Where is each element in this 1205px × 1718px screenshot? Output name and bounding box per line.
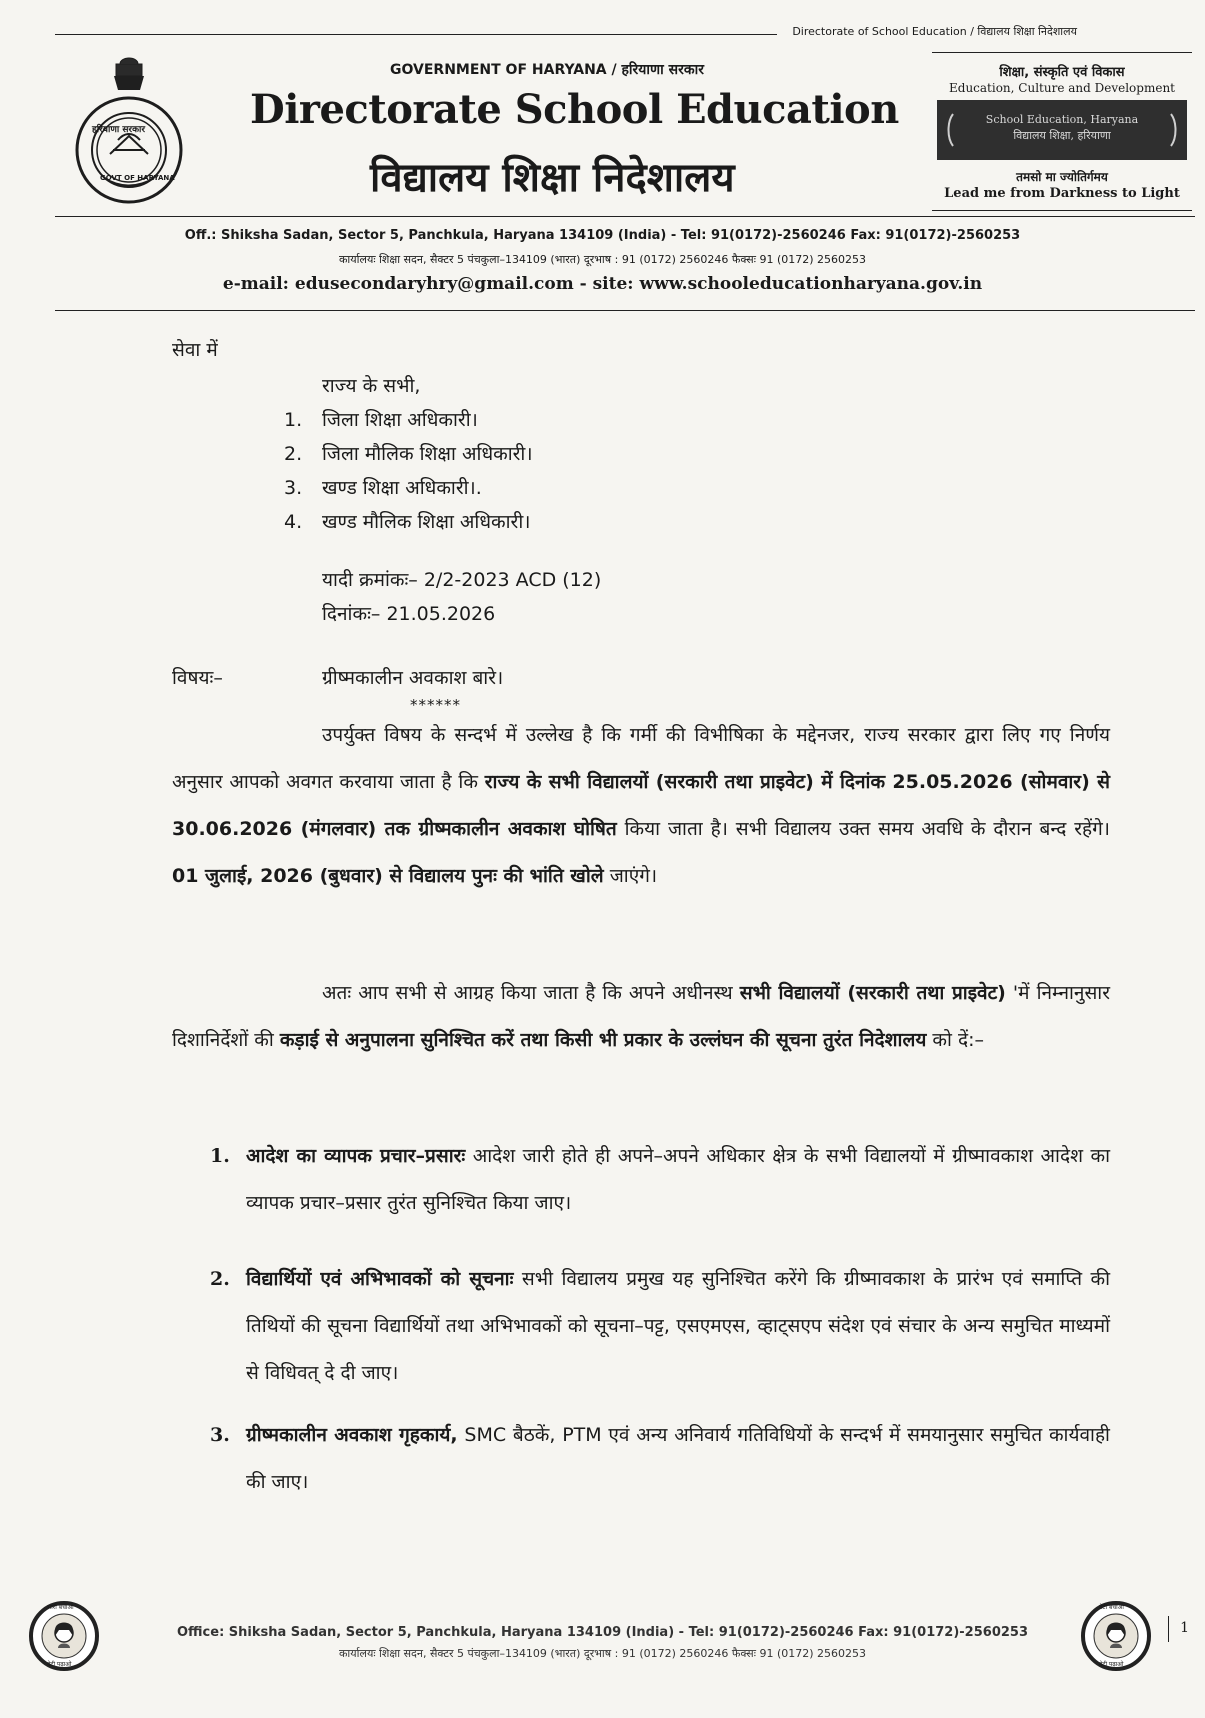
recipient-item <box>284 508 530 534</box>
para2-text-3: को दें:– <box>926 1029 984 1051</box>
instruction-item <box>210 1256 1110 1397</box>
instruction-item <box>210 1412 1110 1506</box>
motto-hindi: तमसो मा ज्योतिर्गमय <box>1016 170 1108 184</box>
instruction-heading: ग्रीष्मकालीन अवकाश गृहकार्य, <box>246 1424 458 1446</box>
motto-bottom-rule <box>932 210 1192 211</box>
motto-box <box>932 56 1192 208</box>
para1-bold-1: राज्य के सभी विद्यालयों (सरकारी तथा प्राइवेट) में दिनांक 25.05.2026 (सोमवार) से 30.06.2026 (मंगलवार) तक ग्रीष्मकालीन अवकाश घोषित <box>172 771 1110 840</box>
recipient-item <box>284 474 482 500</box>
government-line: GOVERNMENT OF HARYANA / हरियाणा सरकार <box>390 62 704 78</box>
recipient-number: 3. <box>284 477 303 499</box>
para2-text-2: 'में निम्नानुसार दिशानिर्देशों की <box>172 982 1110 1051</box>
office-address-hindi: कार्यालयः शिक्षा सदन, सैक्टर 5 पंचकुला–134109 (भारत) दूरभाष : 91 (0172) 2560246 फैक्सः 91 (0172) 2560253 <box>338 253 867 266</box>
instruction-heading: आदेश का व्यापक प्रचार–प्रसारः <box>246 1145 466 1167</box>
letter-date: दिनांकः– 21.05.2026 <box>322 603 496 625</box>
badge-left-bottom-text: बेटी पढ़ाओ <box>47 1661 72 1668</box>
instruction-number: 1. <box>210 1145 230 1167</box>
motto-english: Lead me from Darkness to Light <box>944 186 1180 201</box>
instruction-number: 3. <box>210 1424 230 1446</box>
title-hindi: विद्यालय शिक्षा निदेशालय <box>370 155 735 201</box>
instruction-text: सभी विद्यालय प्रमुख यह सुनिश्चित करेंगे कि ग्रीष्मावकाश के प्रारंभ एवं समाप्ति की तिथियों की सूचना विद्यार्थियों तथा अभिभावकों को सूचना–पट्ट, एसएमएस, व्हाट्सएप संदेश एवं संचार के अन्य समुचित माध्यमों से विधिवत् दे दी जाए। <box>246 1268 1110 1384</box>
para1-text-3: जाएंगे। <box>603 865 658 887</box>
para2-bold-1: सभी विद्यालयों (सरकारी तथा प्राइवेट) <box>739 982 1006 1004</box>
office-address-english: Off.: Shiksha Sadan, Sector 5, Panchkula, Haryana 134109 (India) - Tel: 91(0172)-2560246 Fax: 91(0172)-2560253 <box>184 228 1021 243</box>
paragraph-1 <box>172 712 1110 900</box>
salutation: सेवा में <box>172 339 218 361</box>
para1-text-2: किया जाता है। सभी विद्यालय उक्त समय अवधि के दौरान बन्द रहेंगे। <box>616 818 1110 840</box>
logo-line-1: School Education, Haryana <box>985 113 1139 126</box>
emblem-text-top: हरियाणा सरकार <box>92 125 146 135</box>
contact-rule <box>55 310 1195 311</box>
para2-text-1: अतः आप सभी से आग्रह किया जाता है कि अपने अधीनस्थ <box>322 982 740 1004</box>
para1-text-1: उपर्युक्त विषय के सन्दर्भ में उल्लेख है कि गर्मी की विभीषिका के मद्देनजर, राज्य सरकार द्वारा लिए गए निर्णय अनुसार आपको अवगत करवाया जाता है कि <box>172 724 1110 793</box>
motto-english-top: Education, Culture and Development <box>949 81 1175 95</box>
instruction-number: 2. <box>210 1268 230 1290</box>
page-number-divider <box>1168 1616 1169 1642</box>
memo-number: यादी क्रमांकः– 2/2-2023 ACD (12) <box>322 569 602 591</box>
instruction-item <box>210 1133 1110 1227</box>
top-rule <box>55 34 777 35</box>
instruction-heading: विद्यार्थियों एवं अभिभावकों को सूचनाः <box>246 1268 514 1290</box>
page-number: 1 <box>1180 1620 1189 1636</box>
badge-left-top-text: भारी बचाओ <box>47 1604 74 1611</box>
subject-text: ग्रीष्मकालीन अवकाश बारे। <box>322 667 504 689</box>
recipient-text: जिला शिक्षा अधिकारी। <box>322 409 478 431</box>
recipient-item <box>284 440 533 466</box>
footer-address-english: Office: Shiksha Sadan, Sector 5, Panchkula, Haryana 134109 (India) - Tel: 91(0172)-2560246 Fax: 91(0172)-2560253 <box>177 1625 1028 1640</box>
recipient-text: जिला मौलिक शिक्षा अधिकारी। <box>322 443 533 465</box>
recipient-number: 1. <box>284 409 303 431</box>
paragraph-2 <box>172 970 1110 1064</box>
recipient-text: खण्ड मौलिक शिक्षा अधिकारी। <box>322 511 531 533</box>
motto-top-rule <box>932 52 1192 53</box>
subject-separator: ****** <box>410 696 461 714</box>
top-strap-text: Directorate of School Education / विद्यालय शिक्षा निदेशालय <box>792 25 1077 38</box>
para2-bold-2: कड़ाई से अनुपालना सुनिश्चित करें तथा किसी भी प्रकार के उल्लंघन की सूचना तुरंत निदेशालय <box>279 1029 927 1051</box>
title-english: Directorate School Education <box>250 86 899 133</box>
logo-line-2: विद्यालय शिक्षा, हरियाणा <box>1013 129 1111 142</box>
emblem-text-bottom: GOVT OF HARYANA <box>100 174 175 182</box>
header-rule <box>55 216 1195 217</box>
motto-hindi-top: शिक्षा, संस्कृति एवं विकास <box>999 65 1125 80</box>
recipient-number: 2. <box>284 443 303 465</box>
recipients-intro: राज्य के सभी, <box>322 375 421 397</box>
para1-bold-2: 01 जुलाई, 2026 (बुधवार) से विद्यालय पुनः की भांति खोले <box>172 865 604 887</box>
instruction-text: आदेश जारी होते ही अपने–अपने अधिकार क्षेत्र के सभी विद्यालयों में ग्रीष्मावकाश आदेश का व्यापक प्रचार–प्रसार तुरंत सुनिश्चित किया जाए। <box>246 1145 1110 1214</box>
subject-label: विषयः– <box>172 667 223 689</box>
badge-right-bottom-text: बेटी पढ़ाओ <box>1099 1661 1124 1668</box>
badge-right-top-text: बेटी बचाओ <box>1099 1604 1124 1611</box>
instruction-text: SMC बैठकें, PTM एवं अन्य अनिवार्य गतिविधियों के सन्दर्भ में समयानुसार समुचित कार्यवाही की जाए। <box>246 1424 1110 1493</box>
recipient-item <box>284 406 478 432</box>
footer-address-hindi: कार्यालयः शिक्षा सदन, सैक्टर 5 पंचकुला–134109 (भारत) दूरभाष : 91 (0172) 2560246 फैक्सः 91 (0172) 2560253 <box>338 1647 867 1660</box>
recipient-number: 4. <box>284 511 303 533</box>
school-education-logo <box>937 100 1187 160</box>
contact-line: e-mail: edusecondaryhry@gmail.com - site: www.schooleducationharyana.gov.in <box>222 274 983 294</box>
recipient-text: खण्ड शिक्षा अधिकारी।. <box>322 477 482 499</box>
